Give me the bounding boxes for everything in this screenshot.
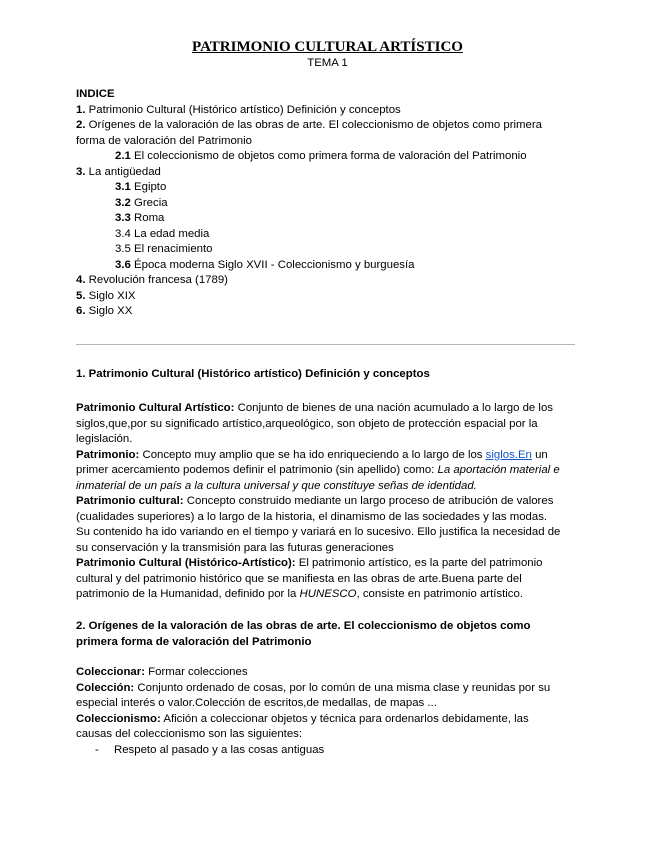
index-subitem: 2.1 El coleccionismo de objetos como primera forma de valoración del Patrimonio [115,150,527,162]
paragraph-line: Patrimonio Cultural (Histórico-Artístico): El patrimonio artístico, es la parte del patrimonio [76,557,543,569]
index-subitem: 3.6 Época moderna Siglo XVII - Coleccionismo y burguesía [115,258,415,271]
section2-heading: 2. Orígenes de la valoración de las obras de arte. El coleccionismo de objetos como primera forma de valoración del Patrimonio [76,620,531,648]
section1-heading: 1. Patrimonio Cultural (Histórico artístico) Definición y conceptos [76,368,430,380]
definition-line: Coleccionismo: Afición a coleccionar objetos y técnica para ordenarlos debidamente, las [76,712,529,725]
index-section [76,87,576,320]
paragraph-line: cultural y del patrimonio histórico que se manifiesta en las obras de arte.Buena parte del [76,572,522,585]
index-subitem: 3.2 Grecia [115,196,168,209]
paragraph-line: Patrimonio cultural: Concepto construido mediante un largo proceso de atribución de valores [76,495,554,507]
document-title: PATRIMONIO CULTURAL ARTÍSTICO [192,39,463,55]
index-subitem: 3.3 Roma [115,212,165,224]
index-item: 3. La antigüedad [76,165,161,178]
paragraph-line: legislación. [76,433,133,445]
section2-body [76,665,576,758]
section1-body [76,401,576,603]
definition-line: especial interés o valor.Colección de escritos,de medallas, de mapas ... [76,697,437,709]
paragraph-line: Su contenido ha ido variando en el tiempo y variará en lo sucesivo. Ello justifica la necesidad de [76,526,561,538]
index-heading: INDICE [76,88,115,100]
siglos-link[interactable]: siglos.En [485,448,532,461]
index-item: 5. Siglo XIX [76,289,136,302]
index-subitem: 3.1 Egipto [115,181,167,193]
section-divider [76,344,575,345]
index-item: 2. Orígenes de la valoración de las obras de arte. El coleccionismo de objetos como primera [76,119,542,131]
paragraph-line: inmaterial de un país a la cultura universal y que constituye señas de identidad. [76,479,477,492]
index-subitem: 3.4 La edad media [115,227,210,240]
paragraph-line: (cualidades superiores) a lo largo de la historia, el dinamismo de las sociedades y las modas. [76,510,548,523]
definition-line: Coleccionar: Formar colecciones [76,666,248,678]
index-subitem: 3.5 El renacimiento [115,243,213,255]
paragraph-line: siglos,que,por su significado artístico,arqueológico, son objeto de protección espacial por la [76,417,538,430]
document-subtitle: TEMA 1 [307,57,348,69]
index-item: 1. Patrimonio Cultural (Histórico artístico) Definición y conceptos [76,103,401,116]
definition-line: Colección: Conjunto ordenado de cosas, por lo común de una misma clase y reunidas por su [76,681,551,694]
index-item: 6. Siglo XX [76,305,133,317]
paragraph-line: primer acercamiento podemos definir el patrimonio (sin apellido) como: La aportación material e [76,464,560,476]
list-item: - Respeto al pasado y a las cosas antiguas [76,743,576,759]
paragraph-line: su conservación y la transmisión para las futuras generaciones [76,541,394,554]
bullet-dash: - [95,743,99,756]
index-item-continuation: forma de valoración del Patrimonio [76,134,253,147]
paragraph-line: Patrimonio Cultural Artístico: Conjunto de bienes de una nación acumulado a lo largo de los [76,402,553,414]
paragraph-line: patrimonio de la Humanidad, definido por la HUNESCO, consiste en patrimonio artístico. [76,588,524,600]
definition-line: causas del coleccionismo son las siguientes: [76,728,303,740]
index-item: 4. Revolución francesa (1789) [76,274,228,286]
paragraph-line: Patrimonio: Concepto muy amplio que se ha ido enriqueciendo a lo largo de los siglos.En un [76,448,548,461]
